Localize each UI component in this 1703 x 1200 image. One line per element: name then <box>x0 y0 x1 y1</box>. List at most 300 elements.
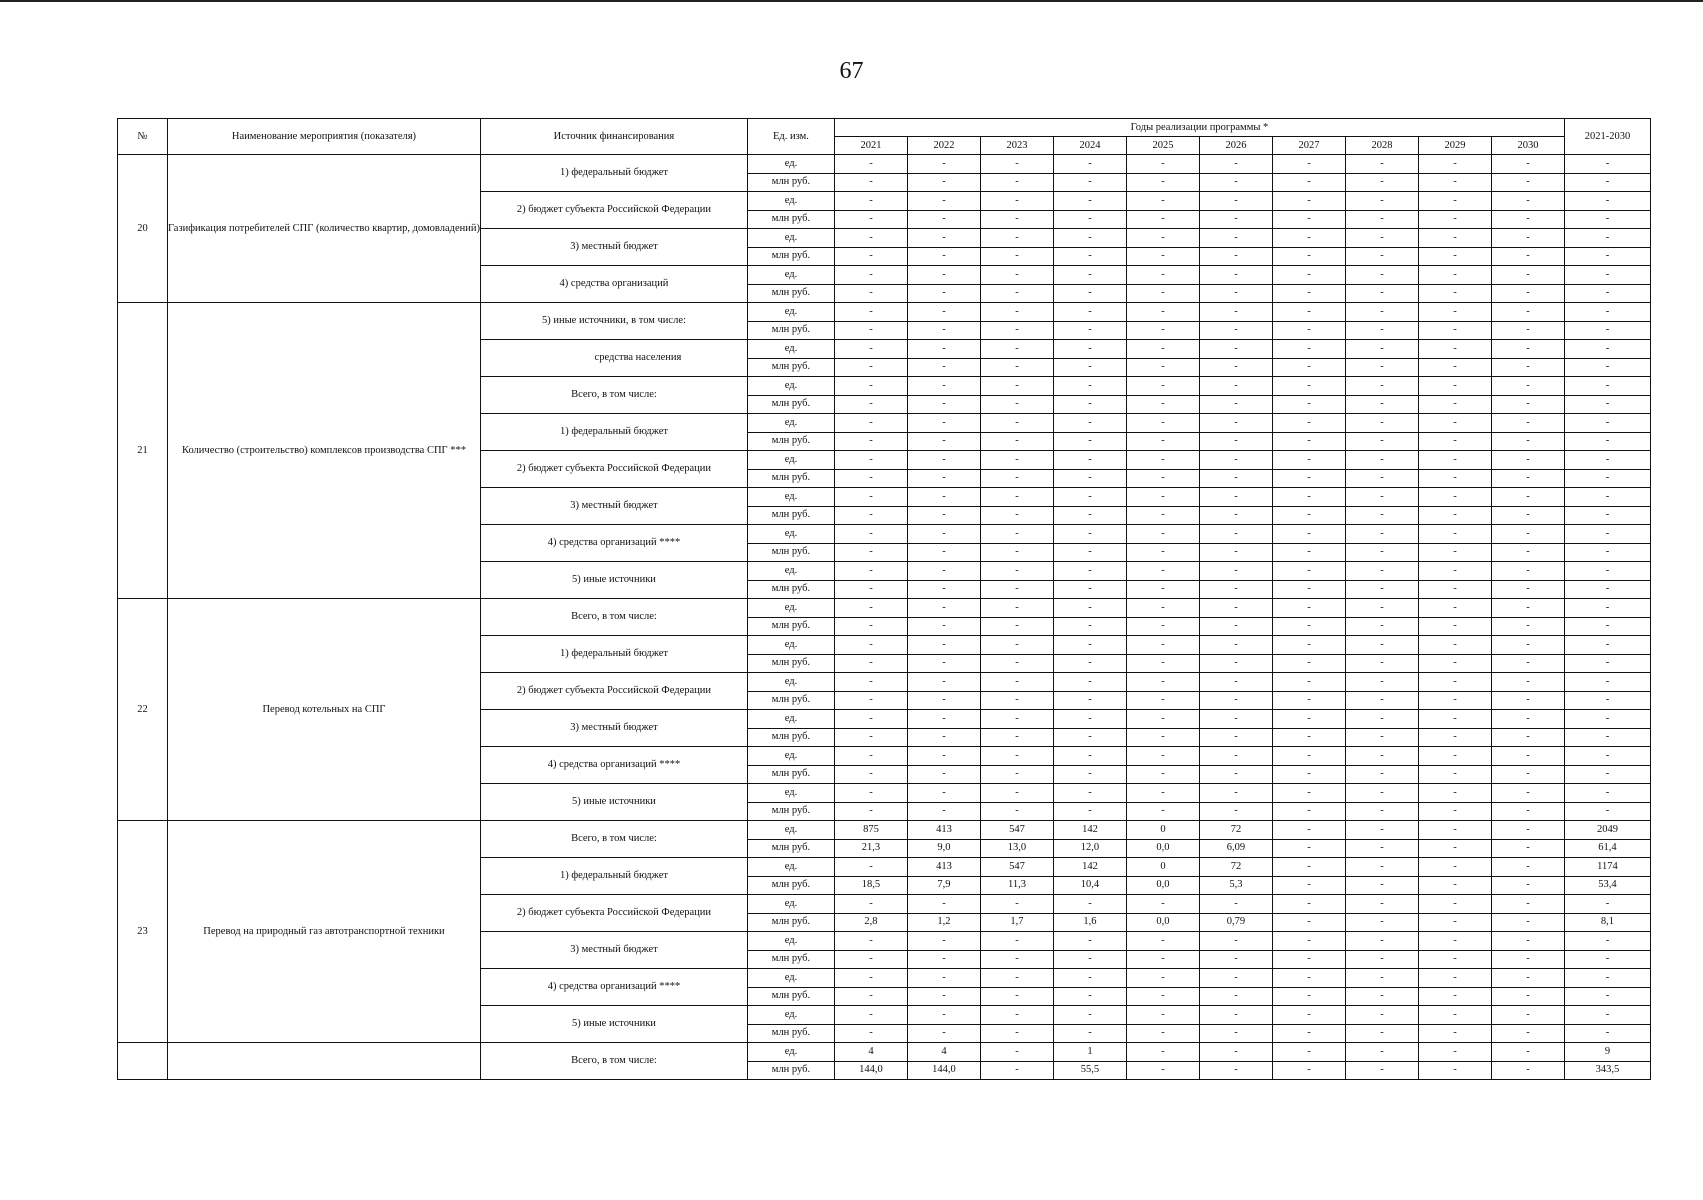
year-value-cell: - <box>1199 506 1272 525</box>
year-value-cell: - <box>1053 395 1126 414</box>
year-value-cell: - <box>1345 284 1418 303</box>
funding-source: 5) иные источники <box>480 1006 747 1043</box>
page-number: 67 <box>839 58 864 84</box>
year-value-cell: - <box>1418 987 1491 1006</box>
year-value-cell: - <box>1272 506 1345 525</box>
year-value-cell: - <box>1126 414 1199 433</box>
year-value-cell: - <box>907 414 980 433</box>
total-cell: - <box>1564 765 1650 784</box>
year-value-cell: 72 <box>1199 821 1272 840</box>
unit-cell: млн руб. <box>747 173 834 192</box>
year-value-cell: - <box>907 210 980 229</box>
year-value-cell: - <box>907 284 980 303</box>
year-value-cell: 1,6 <box>1053 913 1126 932</box>
year-value-cell: - <box>1418 210 1491 229</box>
year-value-cell: - <box>1345 358 1418 377</box>
year-value-cell: - <box>1199 654 1272 673</box>
unit-cell: млн руб. <box>747 802 834 821</box>
page-top-edge <box>0 0 1703 2</box>
total-cell: - <box>1564 1024 1650 1043</box>
year-value-cell: 11,3 <box>980 876 1053 895</box>
unit-cell: млн руб. <box>747 210 834 229</box>
year-value-cell: - <box>834 303 907 322</box>
funding-source: 3) местный бюджет <box>480 932 747 969</box>
year-value-cell: - <box>907 636 980 655</box>
year-value-cell: - <box>1053 1006 1126 1025</box>
total-cell: - <box>1564 414 1650 433</box>
year-value-cell: - <box>1199 358 1272 377</box>
year-value-cell: - <box>1491 210 1564 229</box>
total-cell: - <box>1564 340 1650 359</box>
year-value-cell: 4 <box>834 1043 907 1062</box>
year-value-cell: - <box>1272 543 1345 562</box>
year-value-cell: - <box>1199 284 1272 303</box>
year-value-cell: - <box>1272 1006 1345 1025</box>
year-value-cell: 55,5 <box>1053 1061 1126 1080</box>
row-number: 20 <box>118 155 168 303</box>
year-value-cell: - <box>1491 747 1564 766</box>
year-value-cell: - <box>1345 1006 1418 1025</box>
table-row <box>118 155 1651 174</box>
funding-source: 3) местный бюджет <box>480 229 747 266</box>
year-value-cell: - <box>1491 673 1564 692</box>
unit-cell: ед. <box>747 710 834 729</box>
unit-cell: млн руб. <box>747 617 834 636</box>
year-value-cell: - <box>1053 673 1126 692</box>
year-value-cell: - <box>1126 395 1199 414</box>
year-value-cell: - <box>1272 673 1345 692</box>
year-value-cell: - <box>1418 488 1491 507</box>
year-value-cell: - <box>1053 765 1126 784</box>
year-value-cell: - <box>834 525 907 544</box>
year-value-cell: - <box>1126 543 1199 562</box>
year-value-cell: - <box>1199 562 1272 581</box>
year-value-cell: - <box>1126 303 1199 322</box>
year-value-cell: - <box>980 747 1053 766</box>
year-value-cell: - <box>1491 636 1564 655</box>
year-value-cell: - <box>907 488 980 507</box>
total-cell: 9 <box>1564 1043 1650 1062</box>
year-value-cell: - <box>1199 469 1272 488</box>
year-value-cell: - <box>907 155 980 174</box>
year-value-cell: - <box>907 340 980 359</box>
year-value-cell: - <box>907 432 980 451</box>
year-value-cell: - <box>1491 765 1564 784</box>
year-value-cell: - <box>1272 599 1345 618</box>
year-value-cell: - <box>907 950 980 969</box>
header-year-2026: 2026 <box>1199 137 1272 155</box>
header-number: № <box>118 119 168 155</box>
year-value-cell: - <box>1272 173 1345 192</box>
year-value-cell: - <box>1491 932 1564 951</box>
year-value-cell: - <box>1272 303 1345 322</box>
total-cell: - <box>1564 969 1650 988</box>
year-value-cell: - <box>1126 747 1199 766</box>
year-value-cell: - <box>1053 432 1126 451</box>
year-value-cell: - <box>1491 654 1564 673</box>
year-value-cell: - <box>1418 303 1491 322</box>
year-value-cell: - <box>1491 876 1564 895</box>
year-value-cell: - <box>1272 784 1345 803</box>
table-row <box>118 303 1651 322</box>
year-value-cell: - <box>907 562 980 581</box>
year-value-cell: - <box>1272 1024 1345 1043</box>
year-value-cell: - <box>1345 858 1418 877</box>
total-cell: - <box>1564 932 1650 951</box>
year-value-cell: - <box>1126 525 1199 544</box>
total-cell: - <box>1564 784 1650 803</box>
year-value-cell: - <box>907 895 980 914</box>
year-value-cell: - <box>1491 1024 1564 1043</box>
year-value-cell: - <box>907 506 980 525</box>
year-value-cell: - <box>907 580 980 599</box>
year-value-cell: - <box>1272 377 1345 396</box>
year-value-cell: - <box>1345 765 1418 784</box>
year-value-cell: - <box>1199 1043 1272 1062</box>
unit-cell: ед. <box>747 747 834 766</box>
year-value-cell: - <box>980 654 1053 673</box>
header-year-2029: 2029 <box>1418 137 1491 155</box>
year-value-cell: - <box>1053 895 1126 914</box>
year-value-cell: - <box>1418 414 1491 433</box>
header-year-2030: 2030 <box>1491 137 1564 155</box>
year-value-cell: - <box>980 488 1053 507</box>
year-value-cell: - <box>1418 673 1491 692</box>
year-value-cell: - <box>980 987 1053 1006</box>
year-value-cell: - <box>834 580 907 599</box>
year-value-cell: - <box>1199 395 1272 414</box>
year-value-cell: - <box>834 691 907 710</box>
unit-cell: ед. <box>747 451 834 470</box>
total-cell: - <box>1564 451 1650 470</box>
year-value-cell: - <box>1053 210 1126 229</box>
year-value-cell: - <box>980 358 1053 377</box>
header-year-2023: 2023 <box>980 137 1053 155</box>
year-value-cell: - <box>1491 1043 1564 1062</box>
year-value-cell: - <box>1418 358 1491 377</box>
year-value-cell: - <box>1199 173 1272 192</box>
unit-cell: млн руб. <box>747 1024 834 1043</box>
unit-cell: ед. <box>747 636 834 655</box>
year-value-cell: - <box>1053 266 1126 285</box>
year-value-cell: - <box>1126 506 1199 525</box>
funding-source: 4) средства организаций **** <box>480 525 747 562</box>
year-value-cell: - <box>1126 1061 1199 1080</box>
year-value-cell: - <box>1418 636 1491 655</box>
year-value-cell: - <box>834 210 907 229</box>
year-value-cell: - <box>1345 839 1418 858</box>
year-value-cell: - <box>980 950 1053 969</box>
unit-cell: ед. <box>747 414 834 433</box>
year-value-cell: - <box>1345 451 1418 470</box>
total-cell: - <box>1564 284 1650 303</box>
measure-name: Перевод на природный газ автотранспортной техники <box>168 821 481 1043</box>
year-value-cell: - <box>834 469 907 488</box>
total-cell: - <box>1564 802 1650 821</box>
total-cell: 61,4 <box>1564 839 1650 858</box>
year-value-cell: - <box>980 321 1053 340</box>
year-value-cell: - <box>907 802 980 821</box>
year-value-cell: - <box>1199 987 1272 1006</box>
year-value-cell: - <box>1126 950 1199 969</box>
funding-source: Всего, в том числе: <box>480 377 747 414</box>
table-body <box>118 155 1651 1080</box>
year-value-cell: - <box>1418 173 1491 192</box>
year-value-cell: - <box>834 673 907 692</box>
year-value-cell: - <box>1345 876 1418 895</box>
year-value-cell: 0,0 <box>1126 839 1199 858</box>
total-cell: - <box>1564 247 1650 266</box>
unit-cell: млн руб. <box>747 950 834 969</box>
total-cell: - <box>1564 210 1650 229</box>
year-value-cell: - <box>1272 765 1345 784</box>
year-value-cell: - <box>1491 525 1564 544</box>
year-value-cell: - <box>1418 395 1491 414</box>
year-value-cell: 2,8 <box>834 913 907 932</box>
year-value-cell: - <box>907 173 980 192</box>
year-value-cell: - <box>1345 432 1418 451</box>
year-value-cell: - <box>980 432 1053 451</box>
measure-name: Газификация потребителей СПГ (количество квартир, домовладений) <box>168 155 481 303</box>
year-value-cell: - <box>907 395 980 414</box>
total-cell: - <box>1564 747 1650 766</box>
year-value-cell: - <box>1418 321 1491 340</box>
year-value-cell: - <box>1418 765 1491 784</box>
unit-cell: млн руб. <box>747 543 834 562</box>
year-value-cell: 0,79 <box>1199 913 1272 932</box>
year-value-cell: - <box>1418 506 1491 525</box>
year-value-cell: - <box>1418 1043 1491 1062</box>
year-value-cell: - <box>980 414 1053 433</box>
total-cell: - <box>1564 673 1650 692</box>
unit-cell: ед. <box>747 858 834 877</box>
total-cell: - <box>1564 654 1650 673</box>
year-value-cell: - <box>1491 414 1564 433</box>
year-value-cell: - <box>1491 1061 1564 1080</box>
unit-cell: ед. <box>747 1006 834 1025</box>
year-value-cell: 0,0 <box>1126 913 1199 932</box>
year-value-cell: - <box>980 303 1053 322</box>
year-value-cell: - <box>1053 284 1126 303</box>
year-value-cell: - <box>1491 913 1564 932</box>
year-value-cell: - <box>907 1006 980 1025</box>
year-value-cell: - <box>1272 580 1345 599</box>
year-value-cell: - <box>1199 488 1272 507</box>
year-value-cell: - <box>834 395 907 414</box>
year-value-cell: - <box>1199 617 1272 636</box>
total-cell: - <box>1564 599 1650 618</box>
year-value-cell: - <box>834 728 907 747</box>
year-value-cell: - <box>1345 488 1418 507</box>
unit-cell: млн руб. <box>747 839 834 858</box>
year-value-cell: - <box>1126 377 1199 396</box>
funding-source: 3) местный бюджет <box>480 488 747 525</box>
year-value-cell: - <box>1491 710 1564 729</box>
year-value-cell: - <box>907 599 980 618</box>
year-value-cell: - <box>1199 229 1272 248</box>
year-value-cell: - <box>834 358 907 377</box>
year-value-cell: - <box>1418 599 1491 618</box>
unit-cell: млн руб. <box>747 469 834 488</box>
year-value-cell: - <box>1272 562 1345 581</box>
year-value-cell: - <box>1053 303 1126 322</box>
year-value-cell: - <box>1272 229 1345 248</box>
year-value-cell: - <box>1199 599 1272 618</box>
year-value-cell: - <box>1053 247 1126 266</box>
year-value-cell: - <box>907 192 980 211</box>
unit-cell: млн руб. <box>747 506 834 525</box>
year-value-cell: - <box>1345 599 1418 618</box>
year-value-cell: - <box>1272 950 1345 969</box>
year-value-cell: - <box>1272 969 1345 988</box>
year-value-cell: - <box>1345 673 1418 692</box>
year-value-cell: - <box>980 543 1053 562</box>
header-year-2021: 2021 <box>834 137 907 155</box>
year-value-cell: - <box>1418 155 1491 174</box>
year-value-cell: - <box>1053 340 1126 359</box>
year-value-cell: - <box>1053 451 1126 470</box>
total-cell: - <box>1564 636 1650 655</box>
year-value-cell: - <box>1418 469 1491 488</box>
table-row <box>118 1043 1651 1062</box>
funding-source: Всего, в том числе: <box>480 821 747 858</box>
total-cell: - <box>1564 155 1650 174</box>
year-value-cell: - <box>980 673 1053 692</box>
year-value-cell: - <box>1199 969 1272 988</box>
total-cell: - <box>1564 617 1650 636</box>
header-year-2022: 2022 <box>907 137 980 155</box>
year-value-cell: - <box>1053 617 1126 636</box>
year-value-cell: - <box>1272 617 1345 636</box>
year-value-cell: - <box>1126 247 1199 266</box>
year-value-cell: - <box>980 580 1053 599</box>
year-value-cell: - <box>980 155 1053 174</box>
unit-cell: ед. <box>747 377 834 396</box>
year-value-cell: - <box>1199 451 1272 470</box>
year-value-cell: - <box>980 451 1053 470</box>
year-value-cell: - <box>1345 229 1418 248</box>
year-value-cell: - <box>1053 377 1126 396</box>
year-value-cell: - <box>1272 210 1345 229</box>
year-value-cell: - <box>1491 691 1564 710</box>
year-value-cell: - <box>1345 691 1418 710</box>
year-value-cell: 10,4 <box>1053 876 1126 895</box>
funding-source: 1) федеральный бюджет <box>480 414 747 451</box>
year-value-cell: - <box>1126 710 1199 729</box>
year-value-cell: - <box>834 710 907 729</box>
year-value-cell: - <box>1418 802 1491 821</box>
total-cell: - <box>1564 895 1650 914</box>
funding-source: 4) средства организаций **** <box>480 969 747 1006</box>
year-value-cell: - <box>1491 229 1564 248</box>
unit-cell: млн руб. <box>747 728 834 747</box>
unit-cell: ед. <box>747 525 834 544</box>
total-cell: - <box>1564 377 1650 396</box>
year-value-cell: - <box>1345 321 1418 340</box>
header-years-group: Годы реализации программы * <box>834 119 1564 137</box>
year-value-cell: - <box>1491 506 1564 525</box>
year-value-cell: - <box>1491 266 1564 285</box>
year-value-cell: 413 <box>907 858 980 877</box>
year-value-cell: - <box>1272 913 1345 932</box>
year-value-cell: - <box>1199 802 1272 821</box>
year-value-cell: - <box>980 377 1053 396</box>
year-value-cell: - <box>1272 1043 1345 1062</box>
year-value-cell: - <box>1345 414 1418 433</box>
year-value-cell: - <box>980 1061 1053 1080</box>
year-value-cell: - <box>1345 210 1418 229</box>
year-value-cell: - <box>980 691 1053 710</box>
year-value-cell: - <box>1126 340 1199 359</box>
year-value-cell: - <box>834 802 907 821</box>
total-cell: - <box>1564 469 1650 488</box>
year-value-cell: - <box>1491 617 1564 636</box>
year-value-cell: - <box>834 155 907 174</box>
unit-cell: ед. <box>747 266 834 285</box>
header-source: Источник финансирования <box>480 119 747 155</box>
year-value-cell: - <box>1491 155 1564 174</box>
year-value-cell: - <box>1199 636 1272 655</box>
year-value-cell: - <box>980 765 1053 784</box>
year-value-cell: 13,0 <box>980 839 1053 858</box>
year-value-cell: - <box>980 525 1053 544</box>
year-value-cell: - <box>1199 192 1272 211</box>
year-value-cell: - <box>1345 340 1418 359</box>
year-value-cell: - <box>1491 469 1564 488</box>
total-cell: - <box>1564 543 1650 562</box>
year-value-cell: - <box>1418 543 1491 562</box>
year-value-cell: - <box>1491 599 1564 618</box>
unit-cell: млн руб. <box>747 284 834 303</box>
year-value-cell: - <box>1126 155 1199 174</box>
funding-source: средства населения <box>480 340 747 377</box>
funding-source: 5) иные источники, в том числе: <box>480 303 747 340</box>
year-value-cell: - <box>834 599 907 618</box>
year-value-cell: - <box>834 654 907 673</box>
unit-cell: ед. <box>747 1043 834 1062</box>
unit-cell: ед. <box>747 895 834 914</box>
year-value-cell: - <box>1418 266 1491 285</box>
year-value-cell: - <box>1199 210 1272 229</box>
row-number: 23 <box>118 821 168 1043</box>
year-value-cell: - <box>1272 839 1345 858</box>
year-value-cell: - <box>907 266 980 285</box>
year-value-cell: - <box>1199 1061 1272 1080</box>
year-value-cell: - <box>1491 340 1564 359</box>
year-value-cell: - <box>1491 987 1564 1006</box>
unit-cell: ед. <box>747 784 834 803</box>
year-value-cell: 413 <box>907 821 980 840</box>
program-funding-table <box>117 118 1651 1080</box>
year-value-cell: 0 <box>1126 821 1199 840</box>
year-value-cell: - <box>907 247 980 266</box>
year-value-cell: - <box>1272 395 1345 414</box>
year-value-cell: - <box>834 950 907 969</box>
year-value-cell: - <box>1491 969 1564 988</box>
year-value-cell: - <box>980 210 1053 229</box>
table-row <box>118 599 1651 618</box>
year-value-cell: - <box>1272 451 1345 470</box>
year-value-cell: - <box>834 784 907 803</box>
year-value-cell: - <box>1199 710 1272 729</box>
year-value-cell: - <box>1126 580 1199 599</box>
year-value-cell: - <box>1418 377 1491 396</box>
year-value-cell: - <box>1272 802 1345 821</box>
year-value-cell: - <box>1345 932 1418 951</box>
year-value-cell: - <box>980 969 1053 988</box>
year-value-cell: - <box>1126 599 1199 618</box>
year-value-cell: - <box>1126 358 1199 377</box>
